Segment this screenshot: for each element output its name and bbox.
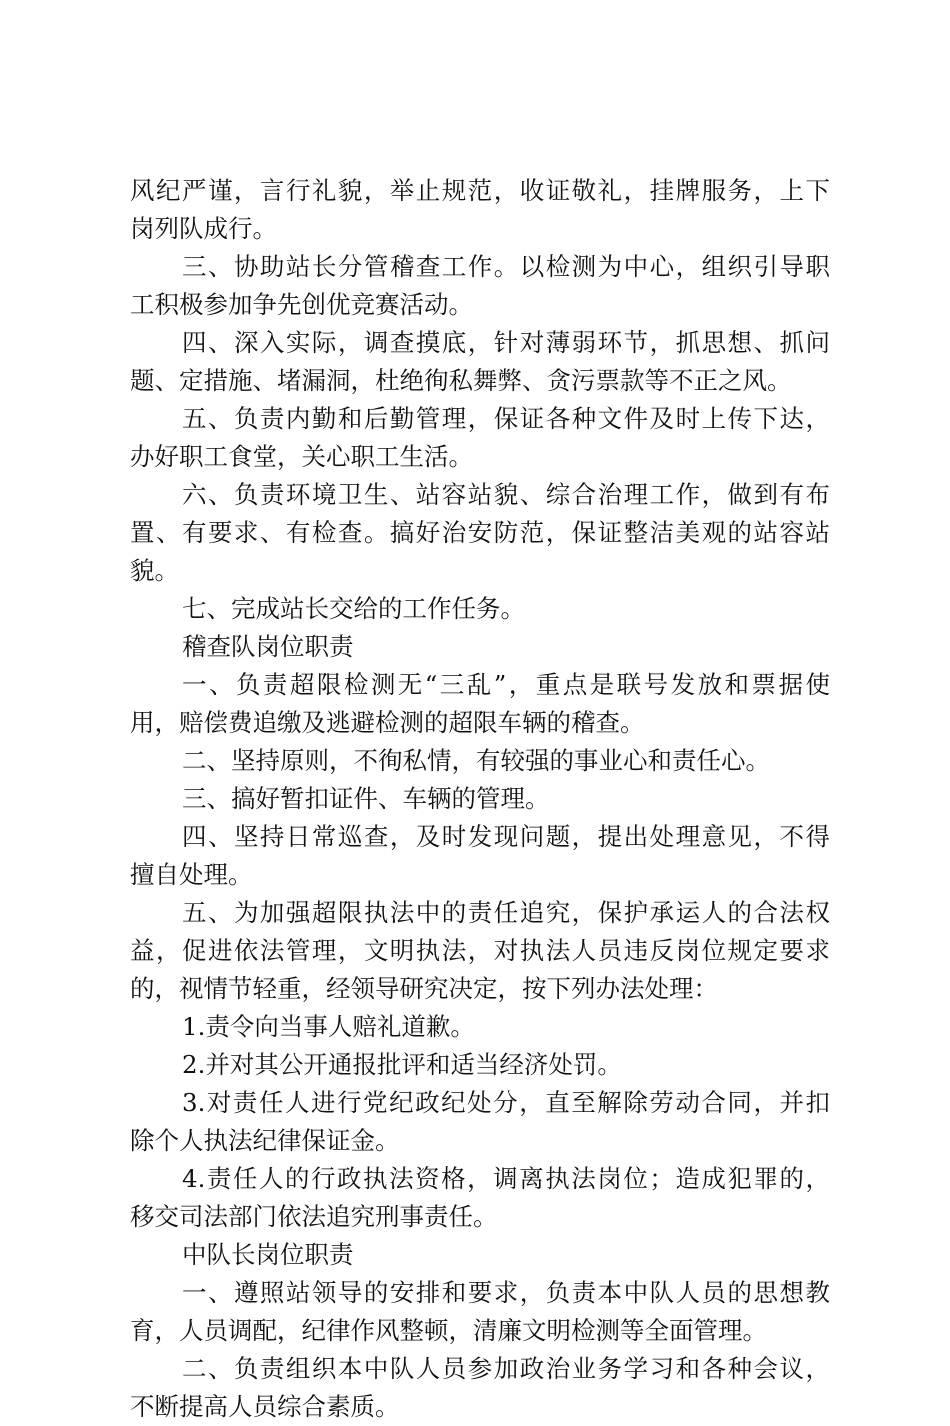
list-item: 1.责令向当事人赔礼道歉。 bbox=[182, 1012, 475, 1041]
text-line: 移交司法部门依法追究刑事责任。 bbox=[130, 1202, 498, 1231]
list-item: 2.并对其公开通报批评和适当经济处罚。 bbox=[182, 1050, 622, 1079]
paragraph-line: 四、深入实际，调查摸底，针对薄弱环节，抓思想、抓问 bbox=[182, 328, 830, 357]
text-line: 不断提高人员综合素质。 bbox=[130, 1392, 400, 1421]
paragraph-line: 四、坚持日常巡查，及时发现问题，提出处理意见，不得 bbox=[182, 822, 830, 851]
document-body bbox=[130, 172, 830, 1426]
text-line: 工积极参加争先创优竞赛活动。 bbox=[130, 290, 473, 319]
paragraph-line: 七、完成站长交给的工作任务。 bbox=[182, 594, 525, 623]
text-line: 风纪严谨，言行礼貌，举止规范，收证敬礼，挂牌服务，上下 bbox=[130, 176, 830, 205]
paragraph-line: 二、坚持原则，不徇私情，有较强的事业心和责任心。 bbox=[182, 746, 770, 775]
text-line: 办好职工食堂，关心职工生活。 bbox=[130, 442, 473, 471]
paragraph-line: 一、负责超限检测无“三乱”，重点是联号发放和票据使 bbox=[182, 670, 830, 699]
text-line: 育，人员调配，纪律作风整顿，清廉文明检测等全面管理。 bbox=[130, 1316, 767, 1345]
paragraph-line: 五、负责内勤和后勤管理，保证各种文件及时上传下达， bbox=[182, 404, 830, 433]
paragraph-line: 二、负责组织本中队人员参加政治业务学习和各种会议， bbox=[182, 1354, 830, 1383]
section-heading: 中队长岗位职责 bbox=[182, 1240, 354, 1269]
paragraph-line: 三、搞好暂扣证件、车辆的管理。 bbox=[182, 784, 550, 813]
text-line: 除个人执法纪律保证金。 bbox=[130, 1126, 400, 1155]
text-line: 岗列队成行。 bbox=[130, 214, 277, 243]
paragraph-line: 一、遵照站领导的安排和要求，负责本中队人员的思想教 bbox=[182, 1278, 830, 1307]
paragraph-line: 三、协助站长分管稽查工作。以检测为中心，组织引导职 bbox=[182, 252, 830, 281]
list-item: 3.对责任人进行党纪政纪处分，直至解除劳动合同，并扣 bbox=[182, 1088, 830, 1117]
text-line: 置、有要求、有检查。搞好治安防范，保证整洁美观的站容站 bbox=[130, 518, 830, 547]
text-line: 貌。 bbox=[130, 556, 179, 585]
paragraph-line: 六、负责环境卫生、站容站貌、综合治理工作，做到有布 bbox=[182, 480, 830, 509]
text-line: 用，赔偿费追缴及逃避检测的超限车辆的稽查。 bbox=[130, 708, 645, 737]
paragraph-line: 五、为加强超限执法中的责任追究，保护承运人的合法权 bbox=[182, 898, 830, 927]
text-line: 擅自处理。 bbox=[130, 860, 253, 889]
text-line: 的，视情节轻重，经领导研究决定，按下列办法处理： bbox=[130, 974, 718, 1003]
text-line: 题、定措施、堵漏洞，杜绝徇私舞弊、贪污票款等不正之风。 bbox=[130, 366, 792, 395]
text-line: 益，促进依法管理，文明执法，对执法人员违反岗位规定要求 bbox=[130, 936, 830, 965]
section-heading: 稽查队岗位职责 bbox=[182, 632, 354, 661]
list-item: 4.责任人的行政执法资格，调离执法岗位；造成犯罪的， bbox=[182, 1164, 830, 1193]
